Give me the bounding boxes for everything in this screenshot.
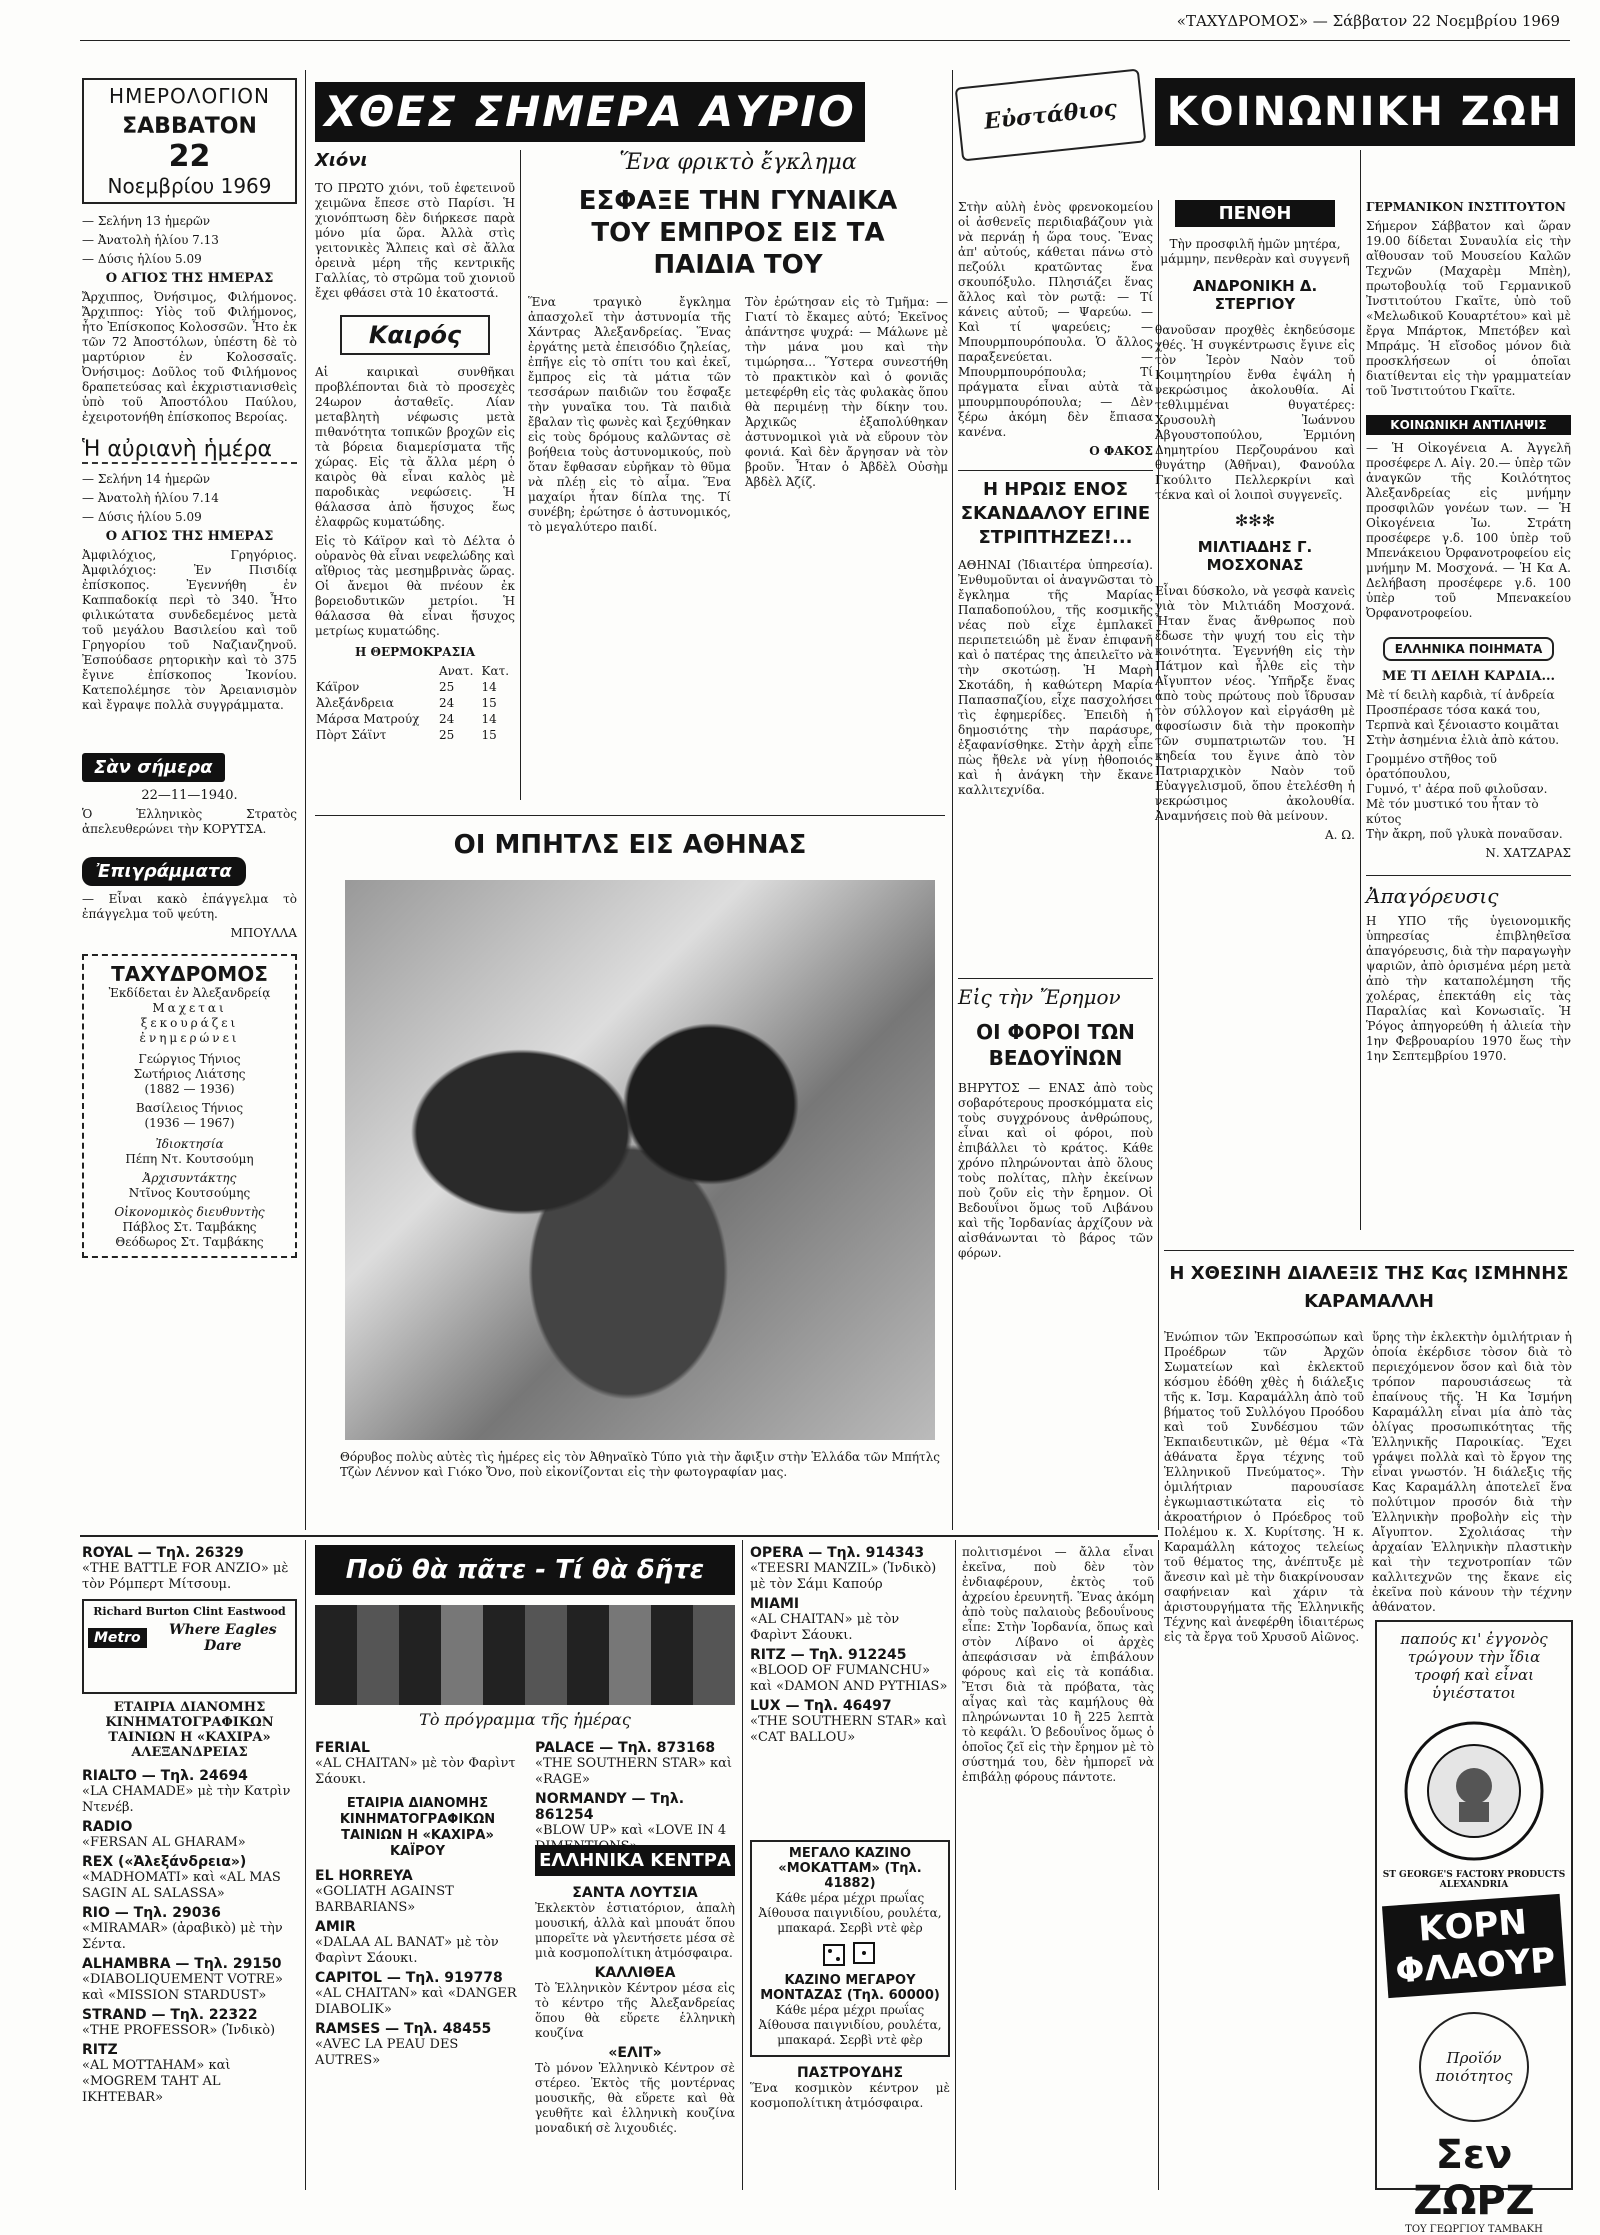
page-header: «ΤΑΧΥΔΡΟΜΟΣ» — Σάββατον 22 Νοεμβρίου 1969 — [1176, 12, 1560, 30]
film-title: «AL CHAITAN» καὶ «DANGER DIABOLIK» — [315, 1986, 517, 2017]
cinema-name: RITZ — Τηλ. 912245 — [750, 1647, 907, 1663]
today-sunset: — Δύσις ἡλίου 5.09 — [82, 252, 202, 266]
brand-logo: Εὐστάθιος — [955, 69, 1147, 162]
anniversary-text: Ὁ Ἑλληνικὸς Στρατὸς ἀπελευθερώνει τὴν ΚΟΡΥΤΣΑ. — [82, 807, 297, 836]
director-label: Οἰκονομικὸς διευθυντὴς — [114, 1205, 265, 1219]
film-title: «AL MOTTAHAM» καὶ «MOGREM TAHT AL IKHTEBAR» — [82, 2058, 231, 2105]
joke-column — [958, 200, 1153, 458]
list-item — [315, 1970, 520, 2018]
beatles-rule — [315, 815, 945, 816]
cinema-name: FERIAL — [315, 1740, 370, 1756]
xthes-column — [315, 150, 515, 850]
director-1: Θεόδωρος Στ. Ταμβάκης — [115, 1235, 264, 1249]
calendar-date: 22 — [168, 139, 211, 174]
poem-line: Τερπνὰ καὶ ξένοιαστο κοιμᾶται — [1366, 718, 1560, 732]
masthead-line-2: ξεκουράζει — [140, 1016, 239, 1030]
poem-line: Στὴν ἀσημένια ἐλιὰ ἀπὸ κάτου. — [1366, 733, 1560, 747]
ad-tagline: παπούς κι' ἐγγονὸς τρώγουν τὴν ἴδια τροφή καὶ εἶναι ὑγιέστατοι — [1400, 1630, 1548, 1702]
scandal-col-1: ΑΘΗΝΑΙ (Ἰδιαιτέρα ὑπηρεσία). Ἐνθυμοῦνται οἱ ἀναγνῶσται τὸ ἔγκλημα τῆς Μαρίας Παπαδοπούλου, τῆς κοσμικῆς νέας ποὺ εἶχε ἐμπλακεῖ περιπετειώδη μὲ ἕναν ἐπιφανῆ καὶ ὁ πατέρας της ἀπειλεῖτο νὰ τὴν σκοτώσῃ. Ἡ Μαρὴ Σκοτάδη, ἡ καθώτερη Μαρία Παπασπαζίου, εἶχε πασχολήσει τὶς ἐφημερίδες. Ἐπειδὴ ἡ δημοσιότης τὴν παράσυρε, ἐξαφανίσθηκε. Στὴν ἀρχὴ εἶπε πὼς ἤθελε νὰ γίνῃ ἠθοποιός καὶ ἡ ἀνάγκη τὴν ἔκανε καλλιτεχνίδα. — [958, 558, 1153, 797]
penthi-intro: Τὴν προσφιλῆ ἡμῶν μητέρα, μάμμην, πενθερὰν καὶ συγγενῆ — [1160, 237, 1350, 266]
film-title: «DIABOLIQUEMENT VOTRE» καὶ «MISSION STARDUST» — [82, 1972, 283, 2003]
cinema-name: ROYAL — Τηλ. 26329 — [82, 1545, 244, 1561]
erimon-rule — [958, 978, 1153, 979]
bottom-rule — [80, 1535, 1158, 1537]
distribution-line: ΑΛΕΞΑΝΔΡΕΙΑΣ — [131, 1745, 248, 1760]
temp-header-cell: Κατ. — [481, 664, 510, 678]
venue-text: Τὸ Ἑλληνικὸν Κέντρον μέσα εἰς τὸ κέντρο τῆς Ἀλεξανδρείας ὅπου θὰ εὕρετε ἑλληνικὴ κουζίνα — [535, 1981, 735, 2040]
cinema-name: NORMANDY — Τηλ. 861254 — [535, 1791, 685, 1823]
list-item — [535, 1740, 735, 1788]
venue-title: ΜΕΓΑΛΟ ΚΑΖΙΝΟ «ΜΟΚΑΤΤΑΜ» (Τηλ. 41882) — [778, 1846, 922, 1891]
column-rule-b2 — [742, 1540, 743, 2190]
quality-badge: Προϊόν ποιότητος — [1419, 2012, 1529, 2122]
cinema-list-1 — [82, 1545, 297, 1593]
crime-col-2: Τὸν ἐρώτησαν εἰς τὸ Τμῆμα: — Γιατί τὸ ἔκαμες αὐτό; Ἐκεῖνος ἀπάντησε ψυχρά: — Μάλωνε μὲ τὴν μάνα μου καὶ τὴν τιμώρησα... Ὕστερα συνεστήθη τὸ πρακτικὸν καὶ ὁ φονιᾶς μετεφέρθη εἰς τὰς φυλακὰς ὅπου θὰ περιμένῃ τὴν δίκην του. Ἀρχικῶς ἐξαπολύθηκαν ἀστυνομικοὶ γιὰ νὰ εὕρουν τὸν φονιά. Καὶ δὲν ἄργησαν νὰ τὸν βροῦν. Ἦταν ὁ Ἀβδὲλ Οὐσὴμ Ἀβδὲλ Ἀζίζ. — [745, 295, 948, 489]
seal-text: ST GEORGE'S FACTORY PRODUCTS ALEXANDRIA — [1382, 1870, 1566, 1890]
film-title: «DALAA AL BANAT» μὲ τὸν Φαρὶντ Σάουκι. — [315, 1935, 499, 1966]
distribution-line: ΚΙΝΗΜΑΤΟΓΡΑΦΙΚΩΝ — [105, 1715, 274, 1730]
list-item — [750, 1698, 950, 1746]
casino-box — [750, 1840, 950, 2057]
column-rule-5 — [1360, 150, 1361, 1230]
list-item — [315, 1868, 520, 1916]
cinema-name: RIALTO — Τηλ. 24694 — [82, 1768, 248, 1784]
apagorefsis-title: Ἀπαγόρευσις — [1366, 884, 1499, 908]
tomorrow-facts — [82, 472, 297, 525]
venue-text: Κάθε μέρα μέχρι πρωΐας Ἀίθουσα παιγνιδίου, ρουλέτα, μπακαρά. Σερβὶ ντὲ φὲρ — [758, 1891, 942, 1935]
temp-low: 15 — [481, 696, 497, 710]
tomorrow-moon: — Σελήνη 14 ἡμερῶν — [82, 472, 211, 486]
today-saint-title: Ο ΑΓΙΟΣ ΤΗΣ ΗΜΕΡΑΣ — [105, 271, 274, 286]
ad-actors: Richard Burton Clint Eastwood — [93, 1605, 286, 1618]
masthead-box — [82, 954, 297, 1258]
cinema-name: STRAND — Τηλ. 22322 — [82, 2007, 258, 2023]
social-banner: ΚΟΙΝΩΝΙΚΗ ΖΩΗ — [1155, 78, 1575, 146]
film-title: «BLOW UP» καὶ «LOVE IN 4 — [535, 1823, 727, 1838]
venue-title: ΠΑΣΤΡΟΥΔΗΣ — [796, 2065, 904, 2081]
aid-badge: ΚΟΙΝΩΝΙΚΗ ΑΝΤΙΛΗΨΙΣ — [1366, 415, 1571, 435]
list-item — [82, 2042, 297, 2106]
ad-film-title: Where Eagles Dare — [169, 1622, 277, 1654]
venue-title: ΚΑΛΛΙΘΕΑ — [594, 1965, 676, 1981]
cinema-name: AMIR — [315, 1919, 356, 1935]
poem-line: Τὴν ἄκρη, ποῦ γλυκὰ ποναῦσαν. — [1366, 827, 1563, 841]
list-item — [750, 1596, 950, 1644]
snow-text: ΤΟ ΠΡΩΤΟ χιόνι, τοῦ ἐφετεινοῦ χειμῶνα ἔπεσε στὸ Παρίσι. Ἡ χιονόπτωση δὲν διήρκεσε παρὰ μόνο μία ὥρα. Ἀλλὰ στὶς γειτονικὲς Ἄλπεις καὶ σὲ ἄλλα ὀρεινὰ μέρη τῆς κεντρικῆς Γαλλίας, τὸ στρῶμα τοῦ χιονιοῦ ἔχει φθάσει στὰ 10 ἑκατοστά. — [315, 181, 515, 300]
erimon-headline: ΟΙ ΦΟΡΟΙ ΤΩΝ ΒΕΔΟΥΪΝΩΝ — [976, 1020, 1135, 1070]
column-rule-2 — [520, 150, 521, 800]
goethe-text: Σήμερον Σάββατον καὶ ὥραν 19.00 δίδεται Συναυλία εἰς τὴν αἴθουσαν τοῦ Μουσείου Καλῶν Τεχνῶν (Μαχαρὲμ Μπὲη), πρωτοβουλίᾳ τοῦ Γερμανικοῦ Ἰνστιτούτου Γκαῖτε, ὑπὸ τοῦ «Μελωδικοῦ Κουαρτέτου» καὶ μὲ ἔργα Μπάρτοκ, Μπετόβεν καὶ Μπράμς. Ἡ εἴσοδος μόνον διὰ προσκλήσεων οἱ ὁποῖαι διατίθενται εἰς τὴν γραμματείαν τοῦ Ἰνστιτούτου Γκαῖτε. — [1366, 219, 1571, 398]
film-title: «LA CHAMADE» μὲ τὴν Κατρὶν Ντενέβ. — [82, 1784, 291, 1815]
cinema-col-4 — [750, 1545, 950, 1835]
cinema-col-1 — [82, 1545, 297, 2195]
cinema-name: OPERA — Τηλ. 914343 — [750, 1545, 925, 1561]
poem-line: Μὲ τί δειλὴ καρδιὰ, τί ἀνδρεία — [1366, 688, 1555, 702]
temp-city: Μάρσα Ματρούχ — [316, 712, 420, 726]
calendar-day: ΣΑΒΒΑΤΟΝ — [122, 114, 257, 139]
film-title: «BLOOD OF FUMANCHU» καὶ «DAMON AND PYTHIAS» — [750, 1663, 948, 1694]
cinema-name: ALHAMBRA — Τηλ. 29150 — [82, 1956, 282, 1972]
founder-0: Γεώργιος Τήνιος — [138, 1052, 241, 1066]
tomorrow-saint-text: Ἀμφιλόχιος, Γρηγόριος. Ἀμφιλόχιος: Ἐν Πισιδίᾳ ἐπίσκοπος. Ἐγεννήθη ἐν Καππαδοκίᾳ περὶ τὸ 340. Ἦτο φιλικώτατα συνδεδεμένος μετὰ τοῦ μεγάλου Βασιλείου καὶ τοῦ Γρηγορίου τοῦ Ναζιανζηνοῦ. Ἐσπούδασε ρητορικὴν καὶ τὸ 375 ἔγινε ἐπίσκοπος Ἰκονίου. Κατεπολέμησε τὸν Ἀρειανισμὸν καὶ ἔγραψε πολλὰ συγγράμματα. — [82, 548, 297, 712]
venue-title: «ΕΛΙΤ» — [608, 2045, 662, 2061]
penthi-sign: Α. Ω. — [1324, 828, 1355, 842]
cinema-col-3 — [535, 1740, 735, 1838]
calendar-month: Νοεμβρίου 1969 — [107, 174, 272, 198]
goethe-title: ΓΕΡΜΑΝΙΚΟΝ ΙΝΣΤΙΤΟΥΤΟΝ — [1366, 200, 1566, 214]
film-title: «AVEC LA PEAU DES AUTRES» — [315, 2037, 459, 2068]
editor-name: Ντῖνος Κουτσούμης — [128, 1186, 251, 1200]
owner-label: Ἰδιοκτησία — [155, 1137, 224, 1151]
list-item — [82, 2007, 297, 2039]
weather-text: Αἱ καιρικαὶ συνθῆκαι προβλέπονται διὰ τὸ προσεχὲς 24ωρον ἀσταθεῖς. Λίαν μεταβλητὴ νέφωσις μετὰ πιθανότητα τοπικῶν βροχῶν εἰς τὰ βόρεια διαμερίσματα τῆς χώρας. Εἰς τὰ ἄλλα μέρη ὁ καιρὸς θὰ εἶναι καλὸς μὲ παροδικὰς νεφώσεις. Ἡ θάλασσα ἀπὸ ἥσυχος ἕως ἐλαφρῶς κυματώδης. — [315, 365, 515, 529]
cinema-name: LUX — Τηλ. 46497 — [750, 1698, 892, 1714]
today-saint-text: Ἄρχιππος, Ὀνήσιμος, Φιλήμονος. Ἄρχιππος: Υἱὸς τοῦ Φιλήμονος, ἦτο Ἐπίσκοπος Κολοσσῶν. Ἦτο ἐκ τῶν 72 Ἀποστόλων, ὑπέστη δὲ τὸ μαρτύριον ἐν Κολοσσαῖς. Ὀνήσιμος: Δοῦλος τοῦ Φιλήμονος δραπετεύσας καὶ ἐκχριστιανισθεὶς ὑπὸ τοῦ Ἀποστόλου Παύλου, ἐχειροτονήθη ἐπίσκοπος Βεροίας. — [82, 290, 297, 424]
erimon-continuation — [962, 1545, 1154, 2195]
today-moon: — Σελήνη 13 ἡμερῶν — [82, 214, 211, 228]
film-title: «AL CHAITAN» μὲ τὸν Φαρὶντ Σάουκι. — [315, 1756, 516, 1787]
weather-text-2: Εἰς τὸ Κάϊρον καὶ τὸ Δέλτα ὁ οὐρανὸς θὰ εἶναι νεφελώδης καὶ αἴθριος τὰς μεσημβρινὰς ὥρας. Οἱ ἄνεμοι θὰ πνέουν ἐκ βορειοδυτικῶν μετρίοι. Ἡ θάλασσα θὰ εἶναι ἥσυχος μετρίως κυματώδης. — [315, 534, 515, 638]
cinema-name: PALACE — Τηλ. 873168 — [535, 1740, 716, 1756]
crime-kicker: Ἕνα φρικτὸ ἔγκλημα — [619, 150, 857, 175]
penthi-column — [1155, 200, 1355, 1200]
masthead-line-3: ἐνημερώνει — [139, 1031, 240, 1045]
ad-owner: ΤΟΥ ΓΕΩΡΓΙΟΥ ΤΑΜΒΑΚΗ — [1405, 2224, 1543, 2235]
column-rule-1 — [305, 70, 306, 1530]
cinema-col-2 — [315, 1740, 520, 2195]
snow-title: Χιόνι — [315, 150, 368, 171]
film-title: «FERSAN AL GHARAM» — [82, 1835, 246, 1850]
poem-author: Ν. ΧΑΤΖΑΡΑΣ — [1485, 846, 1571, 860]
masthead-line-1: Μαχεται — [152, 1001, 227, 1015]
scandal-story — [958, 478, 1153, 978]
crime-columns — [528, 295, 948, 539]
tomorrow-sunset: — Δύσις ἡλίου 5.09 — [82, 510, 202, 524]
cinema-list-4 — [750, 1545, 950, 1746]
temp-low: 14 — [481, 712, 497, 726]
cinema-list-3 — [535, 1740, 735, 1855]
film-title: «THE BATTLE FOR ANZIO» μὲ τὸν Ρόμπερτ Μίτσουμ. — [82, 1561, 289, 1592]
venue-title: ΣΑΝΤΑ ΛΟΥΤΣΙΑ — [572, 1885, 698, 1901]
brand-name: Σεν ΖΩΡΖ — [1413, 2132, 1535, 2224]
temperature-title: Η ΘΕΡΜΟΚΡΑΣΙΑ — [354, 645, 476, 659]
list-item — [315, 2021, 520, 2069]
erimon-story — [958, 985, 1153, 1530]
temp-high: 25 — [438, 680, 455, 694]
today-facts — [82, 214, 297, 267]
masthead-line-0: Ἐκδίδεται ἐν Ἀλεξανδρείᾳ — [108, 986, 271, 1000]
founder-3: Βασίλειος Τήνιος — [135, 1101, 244, 1115]
header-rule — [80, 40, 1570, 41]
separator-stars: ✻✻✻ — [1234, 511, 1276, 530]
beatles-photo — [345, 880, 935, 1440]
temp-header-cell — [315, 663, 438, 679]
column-rule-b1 — [305, 1540, 306, 2190]
calendar-title: ΗΜΕΡΟΛΟΓΙΟΝ — [109, 84, 270, 108]
cinema-name: RITZ — [82, 2042, 118, 2058]
list-item — [315, 1796, 520, 1860]
dice-icon — [820, 1939, 880, 1969]
epigram-author: ΜΠΟΥΛΛΑ — [230, 926, 297, 940]
apagorefsis-text: Η ΥΠΟ τῆς ὑγειονομικῆς ὑπηρεσίας ἐπιβληθεῖσα ἀπαγόρευσις, διὰ τὴν παραγωγὴν ψαριῶν, ἀπὸ ὁρισμένα μέρη μετὰ ἀπὸ τὴν καταπολέμηση τῆς χολέρας, ἐπεκτάθη εἰς τὰς Παραλίας καὶ Κονωσιαῖς. Ἡ Ῥόγος ἀπηγορεύθη ἡ ἀλιεία τὴν 1ην Φεβρουαρίου 1970 ἕως τὴν 1ην Σεπτεμβρίου 1970. — [1366, 914, 1571, 1063]
table-row — [315, 711, 515, 727]
venue-title: ΚΑΖΙΝΟ ΜΕΓΑΡΟΥ ΜΟΝΤΑΖΑΣ (Τηλ. 60000) — [760, 1973, 940, 2003]
deceased-name-1: ΑΝΔΡΟΝΙΚΗ Δ. ΣΤΕΡΓΙΟΥ — [1192, 277, 1318, 313]
factory-seal-icon — [1399, 1716, 1549, 1866]
lecture-rule — [1164, 1250, 1574, 1251]
temp-header-cell: Ανατ. — [438, 664, 474, 678]
founder-1: Σωτήριος Λιάτσης — [133, 1067, 246, 1081]
list-item — [82, 1768, 297, 1816]
list-item — [82, 1545, 297, 1593]
apagorefsis-section — [1366, 875, 1571, 1064]
cinema-list-1b — [82, 1768, 297, 2106]
poem-line: Προσπέρασε τόσα κακά του, — [1366, 703, 1541, 717]
venue-text: Ἐκλεκτὸν ἑστιατόριον, ἀπαλὴ μουσική, ἀλλὰ καὶ μπουάτ ὅπου μπορεῖτε νὰ γλεντήσετε μέσα σὲ μιὰ κοσμοπολίτικη ἀτμόσφαιρα. — [535, 1901, 735, 1960]
distribution-line: ΤΑΙΝΙΩΝ Η «ΚΑΧΙΡΑ» — [108, 1730, 271, 1745]
venue-text: Τὸ μόνον Ἑλληνικὸ Κέντρον σὲ στέρεο. Ἐκτὸς τῆς μοντέρνας μουσικῆς, θὰ εὕρετε καὶ θὰ γευθῆτε καὶ ἑλληνικὴ κουζίνα μοναδική σὲ λιχουδιές. — [535, 2061, 735, 2135]
temp-city: Κάϊρον — [316, 680, 360, 694]
ad-top — [958, 78, 1143, 208]
temp-high: 25 — [438, 728, 455, 742]
joke-text: Στὴν αὐλὴ ἑνὸς φρενοκομείου οἱ ἀσθενεῖς περιδιαβάζουν γιὰ νὰ περνάῃ ἡ ὥρα τους. Ἕνας ἀπ' αὐτούς, κάθεται πάνω στὸ πεζούλι κρατῶντας ἕνα σκουπόξυλο. Πλησιάζει ἕνας ἄλλος καὶ τὸν ρωτᾷ: — Τί κάνεις αὐτοῦ; — Ψαρεύω. — Καὶ τί ψαρεύεις; — Μπουρμπουρόπουλα. Ὁ ἄλλος παραξενεύεται. — Μπουρμπουρόπουλα; Τί πράγματα εἶναι αὐτὰ τὰ μπουρμπουρόπουλα; — Δὲν ξέρω ἀκόμη δὲν ἔπιασα κανένα. — [958, 200, 1153, 439]
cinema-name: RIO — Τηλ. 29036 — [82, 1905, 221, 1921]
temp-high: 24 — [438, 696, 455, 710]
list-item — [82, 1905, 297, 1953]
lecture-headline: Η ΧΘΕΣΙΝΗ ΔΙΑΛΕΞΙΣ ΤΗΣ Κας ΙΣΜΗΝΗΣ ΚΑΡΑΜΑΛΛΗ — [1169, 1263, 1569, 1312]
calendar-column — [82, 78, 297, 1598]
film-title: «THE SOUTHERN STAR» καὶ «CAT BALLOU» — [750, 1714, 948, 1745]
tomorrow-sunrise: — Ἀνατολὴ ἡλίου 7.14 — [82, 491, 219, 505]
list-item — [82, 1819, 297, 1851]
list-item — [82, 1854, 297, 1902]
film-title: «MADHOMATI» καὶ «AL MAS SAGIN AL SALASSA» — [82, 1870, 281, 1901]
director-0: Πάβλος Στ. Ταμβάκης — [122, 1220, 257, 1234]
poems-section — [1366, 637, 1571, 861]
lecture-col-1: Ἐνώπιον τῶν Ἐκπροσώπων καὶ Προέδρων τῶν Ἀρχῶν Σωματείων καὶ ἐκλεκτοῦ κόσμου ἐδόθη χθὲς ἡ διάλεξις τῆς κ. Ἰσμ. Καραμάλλη ἀπὸ τοῦ βήματος τοῦ Συλλόγου Προόδου καὶ τοῦ Συνδέσμου τῶν Ἐκπαιδευτικῶν, μὲ θέμα «Τὰ ἀθάνατα ἔργα τέχνης τοῦ Ἑλληνικοῦ Πνεύματος». Τὴν ὁμιλήτριαν παρουσίασε ἐγκωμιαστικώτατα εἰς τὸ ἀκροατήριον ὁ Πρόεδρος τοῦ Πολέμου κ. Χ. Κυρίτσης. Ἡ κ. Καραμάλλη κάτοχος τελείως τοῦ θέματος της, ἀνέπτυξε μὲ ἄνεσιν καὶ μὲ τὴν διακρίνουσαν σαφήνειαν καὶ χάριν τὰ ἀριστουργήματα τῆς Ἑλληνικῆς Τέχνης καὶ ἀνεφέρθη ἰδιαιτέρως εἰς τὰ ἔργα τοῦ Χρυσοῦ Αἰῶνος. — [1164, 1330, 1364, 1644]
calendar-box — [82, 78, 297, 204]
anniversary-date: 22—11—1940. — [141, 788, 238, 803]
crime-headline: ΕΣΦΑΞΕ ΤΗΝ ΓΥΝΑΙΚΑ ΤΟΥ ΕΜΠΡΟΣ ΕΙΣ ΤΑ ΠΑΙΔΙΑ ΤΟΥ — [578, 186, 898, 280]
poem-title: ΜΕ ΤΙ ΔΕΙΛΗ ΚΑΡΔΙΑ... — [1381, 669, 1556, 684]
scandal-rule — [958, 470, 1153, 471]
editor-label: Ἀρχισυντάκτης — [142, 1171, 237, 1185]
cinema-name: EL HORREYA — [315, 1868, 413, 1884]
temp-city: Ἀλεξάνδρεια — [316, 696, 394, 710]
list-item — [750, 1545, 950, 1593]
column-rule-3 — [952, 70, 953, 1530]
tomorrow-saint-title: Ο ΑΓΙΟΣ ΤΗΣ ΗΜΕΡΑΣ — [105, 529, 274, 544]
social-right-column — [1366, 200, 1571, 1250]
film-title: «GOLIATH AGAINST BARBARIANS» — [315, 1884, 454, 1915]
list-item — [315, 1740, 520, 1788]
temp-high: 24 — [438, 712, 455, 726]
erimon-kicker: Εἰς τὴν Ἔρημον — [958, 985, 1121, 1009]
today-sunrise: — Ἀνατολὴ ἡλίου 7.13 — [82, 233, 219, 247]
erimon-col-2: πολιτισμένοι — ἄλλα εἶναι ἐκεῖνα, ποὺ δὲν τὸν ἐνδιαφέρουν, ἐκτὸς τοῦ ἀχρείου ἐρευνητῆ. Ἕνας ἀκόμη ἀπὸ τοὺς παλαιοὺς βεδουΐνους εἶπε: Στὴν Ἰορδανία, ὅπως καὶ στὸν Λίβανο οἱ ἀρχὲς ἀπεφάσισαν νὰ ἐπιβάλουν φόρους καὶ εἰς τὰ κοπάδια. Ἔτσι διὰ τὰ πρόβατα, τὰς αἶγας καὶ τὰς καμήλους θὰ πληρώνωνται 10 ἢ 225 λεπτὰ τὸ κεφάλι. Ὁ βεδουΐνος ὅμως ὁ ὁποῖος ζεῖ εἰς τὴν ἔρημον μὲ τὸ σύστημά του, δὲν ἠμπορεῖ νὰ ἐπιβάλῃ φόρους πάντοτε. — [962, 1545, 1154, 1784]
scandal-headline: Η ΗΡΩΙΣ ΕΝΟΣ ΣΚΑΝΔΑΛΟΥ ΕΓΙΝΕ ΣΤΡΙΠΤΗΖΕΖ!... — [960, 479, 1151, 548]
crime-story — [528, 150, 948, 810]
erimon-col-1: ΒΗΡΥΤΟΣ — ΕΝΑΣ ἀπὸ τοὺς σοβαρότερους προσκόμματα εἰς τοὺς συγχρόνους ἀνθρώπους, εἶναι καὶ οἱ φόροι, ποὺ ἐπιβάλλει τὸ κράτος. Κάθε χρόνο πληρώνονται ἀπὸ ὅλους τοὺς πολίτας, πλὴν ἐκείνων ποὺ ζοῦν εἰς τὴν ἔρημον. Οἱ Βεδουΐνοι ὅμως τοῦ Λιβάνου καὶ τῆς Ἰορδανίας ἀρχίζουν νὰ αἰσθάνωνται τὸ βάρος τῶν φόρων. — [958, 1081, 1153, 1260]
penthi-text-1: θανοῦσαν προχθὲς ἐκηδεύσομε χθές. Ἡ συγκέντρωσις ἔγινε εἰς τὸν Ἱερὸν Ναὸν τοῦ Κοιμητηρίου ἔνθα ἐψάλη ἡ νεκρώσιμος ἀκολουθία. Αἱ τεθλιμμέναι θυγατέρες: Χρυσουλὴ Ἰωάννου Ἀβγουστοπούλου, Ἐρμιόνη Δημητρίου Περζουράνου καὶ θυγάτηρ (Ἀθῆναι), Φανούλα Γκούλιτο Πελλερκρίνι καὶ τέκνα καὶ οἱ λοιποὶ συγγενεῖς. — [1155, 323, 1355, 502]
poem-line: Γρομμένο στῆθος τοῦ ὁρατόπουλου, — [1366, 752, 1497, 781]
distribution-box — [82, 1700, 297, 1760]
temperature-header-row — [315, 663, 515, 679]
film-title: «MIRAMAR» (ἀραβικὸ) μὲ τὴν Σέντα. — [82, 1921, 283, 1952]
aid-text: — Ἡ Οἰκογένεια Α. Ἀγγελῆ προσέφερε Λ. Αἰγ. 20.— ὑπὲρ τῶν ἀναγκῶν τῆς Κοιλότητος Ἀλεξανδρείας εἰς μνήμην προσφιλῶν γονέων των. — Ἡ Οἰκογένεια Ἰω. Στράτη προσέφερε γ.δ. 100 ὑπὲρ τοῦ Μπενάκειου Ὀρφανοτροφείου εἰς μνήμην Μ. Μοσχονά. — Ἡ Κα Α. Δελήβαση προσέφερε γ.δ. 100 ὑπὲρ τοῦ Μπενακείου Ὀρφανοτροφείου. — [1366, 441, 1571, 620]
deceased-name-2: ΜΙΛΤΙΑΔΗΣ Γ. ΜΟΣΧΟΝΑΣ — [1197, 538, 1313, 574]
beatles-caption: Θόρυβος πολὺς αὐτὲς τὶς ἡμέρες εἰς τὸν Ἀθηναϊκὸ Τύπο γιὰ τὴν ἄφιξιν στὴν Ἑλλάδα τῶν Μπήτλς Τζὼν Λέννον καὶ Γιόκο Ὄνο, ποὺ εἰκονίζονται εἰς τὴν φωτογραφίαν μας. — [340, 1450, 940, 1479]
penthi-text-2: Εἶναι δύσκολο, νὰ γεσφὰ κανεὶς γιὰ τὸν Μιλτιάδη Μοσχονά. Ἦταν ἕνας ἄνθρωπος ποὺ ἔδωσε τὴν ψυχή του εἰς τὴν κοινότητα. Ἐγεννήθη εἰς τὴν Πάτμον καὶ ἦλθε εἰς τὴν Αἴγυπτον νέος. Ὑπῆρξε ἕνας ἀπὸ τοὺς πρώτους ποὺ ἵδρυσαν τὸν σύλλογον καὶ εἰργάσθη μὲ ἀφοσίωσιν διὰ τὴν προκοπὴν τῶν συμπατριωτῶν του. Ἡ κηδεία του ἔγινε ἀπὸ τὸν Πατριαρχικὸν Ναὸν τοῦ Εὐαγγελισμοῦ, ὅπου ἐτελέσθη ἡ νεκρώσιμος ἀκολουθία. Ἀναμνήσεις ποὺ θὰ μείνουν. — [1155, 584, 1355, 823]
lecture-col-1-wrap — [1164, 1330, 1364, 2190]
cinema-name: REX («Ἀλεξάνδρεια») — [82, 1854, 247, 1870]
joke-signature: Ο ΦΑΚΟΣ — [1089, 444, 1153, 458]
greek-venues-banner: ΕΛΛΗΝΙΚΑ ΚΕΝΤΡΑ — [535, 1845, 735, 1876]
column-rule-b4 — [1158, 1540, 1159, 2190]
founder-2: (1882 — 1936) — [144, 1082, 235, 1096]
table-row — [315, 695, 515, 711]
film-title: «THE SOUTHERN STAR» καὶ «RAGE» — [535, 1756, 733, 1787]
venues-col-right — [750, 1840, 950, 2195]
table-row — [315, 679, 515, 695]
cinema-name: RAMSES — Τηλ. 48455 — [315, 2021, 492, 2037]
beatles-headline: ΟΙ ΜΠΗΤΛΣ ΕΙΣ ΑΘΗΝΑΣ — [453, 830, 807, 860]
cinema-name: RADIO — [82, 1819, 133, 1835]
xthes-banner: ΧΘΕΣ ΣΗΜΕΡΑ ΑΥΡΙΟ — [315, 82, 865, 142]
distribution-line: ΕΤΑΙΡΙΑ ΔΙΑΝΟΜΗΣ — [113, 1700, 266, 1715]
studio-logo: Metro — [88, 1628, 147, 1648]
anniversary-badge: Σὰν σήμερα — [82, 753, 225, 782]
lecture-col-2-wrap — [1372, 1330, 1572, 1614]
list-item — [750, 1647, 950, 1695]
poems-badge: ΕΛΛΗΝΙΚΑ ΠΟΙΗΜΑΤΑ — [1383, 637, 1555, 661]
column-rule-b3 — [955, 1540, 956, 2190]
masthead-title: ΤΑΧΥΔΡΟΜΟΣ — [111, 962, 268, 986]
corn-flour-ad — [1375, 1620, 1573, 2235]
temp-low: 15 — [481, 728, 497, 742]
where-to-go-banner: Ποῦ θὰ πᾶτε - Τί θὰ δῆτε — [315, 1545, 735, 1595]
temperature-table — [315, 663, 515, 743]
lecture-col-2: ὕρης τὴν ἐκλεκτὴν ὁμιλήτριαν ἡ ὁποία ἐκέρδισε τὸσον διὰ τὸ περιεχόμενον ὅσον καὶ διὰ τὸν τρόπον παρουσιάσεως τὰ ἐπαίνους τῆς. Ἡ Κα Ἰσμήνη Καραμάλλη εἶναι μία ἀπὸ τὰς ὀλίγας προσωπικότητας τῆς Ἑλληνικῆς Παροικίας. Ἔχει γράψει πολλὰ καὶ τὸ ἔργον της εἶναι γνωστόν. Ἡ διάλεξις τῆς Κας Καραμάλλη ἀποτελεῖ ἕνα πολύτιμον προσόν διὰ τὴν Ἑλληνικὴν προβολὴν εἰς τὴν Αἴγυπτον. Σχολιάσας τὴν ἀρχαίαν Ἑλληνικὴν πλαστικὴν καὶ τὴν τεχνοτροπίαν τῶν καλλιτεχνῶν της ἔκανε εἰς ἐκεῖνα ποὺ κάνουν τὴν τέχνην ἀθάνατον. — [1372, 1330, 1572, 1614]
program-subtitle: Τὸ πρόγραμμα τῆς ἡμέρας — [419, 1710, 631, 1729]
film-title: «TEESRI MANZIL» (Ἰνδικὸ) μὲ τὸν Σάμι Καπούρ — [750, 1561, 937, 1592]
film-title: «THE PROFESSOR» (Ἰνδικὸ) — [82, 2023, 276, 2038]
cinema-list-2 — [315, 1740, 520, 2069]
penthi-title: ΠΕΝΘΗ — [1175, 200, 1335, 227]
venues-col-left — [535, 1885, 735, 2195]
tomorrow-title: Ἡ αὐριανὴ ἡμέρα — [82, 437, 297, 464]
epigram-text: — Εἶναι κακὸ ἐπάγγελμα τὸ ἐπάγγελμα τοῦ ψεύτη. — [82, 892, 297, 921]
list-item — [315, 1919, 520, 1967]
film-title: «AL CHAITAN» μὲ τὸν Φαρὶντ Σάουκι. — [750, 1612, 900, 1643]
venue-text: Ἕνα κοσμικὸν κέντρον μὲ κοσμοπολίτικη ἀτμόσφαιρα. — [750, 2081, 950, 2110]
founder-4: (1936 — 1967) — [144, 1116, 235, 1130]
poem-line: Γυμνό, τ' ἀέρα ποῦ φιλοῦσαν. — [1366, 782, 1548, 796]
film-strip-graphic — [315, 1605, 735, 1705]
cinema-name: MIAMI — [750, 1596, 800, 1612]
temp-city: Πὸρτ Σάϊντ — [316, 728, 387, 742]
owner-name: Πέπη Ντ. Κουτσούμη — [125, 1152, 254, 1166]
temp-low: 14 — [481, 680, 497, 694]
list-item — [82, 1956, 297, 2004]
poem-line: Μὲ τόν μυστικό του ἦταν τὸ κύτος — [1366, 797, 1539, 826]
distributor-name: ΕΤΑΙΡΙΑ ΔΙΑΝΟΜΗΣ ΚΙΝΗΜΑΤΟΓΡΑΦΙΚΩΝ ΤΑΙΝΙΩΝ Η «ΚΑΧΙΡΑ» ΚΑΪΡΟΥ — [339, 1796, 496, 1859]
crime-col-1: Ἕνα τραγικὸ ἔγκλημα ἀπασχολεῖ τὴν ἀστυνομία τῆς Χάντρας Ἀλεξανδρείας. Ἕνας ἐργάτης μετὰ ἐπεισόδιο ζηλείας, ἐπῆγε εἰς τὸ σπίτι του καὶ ἐκεῖ, ἔμπρος εἰς τὰ μάτια τῶν τεσσάρων παιδιῶν του ἔσφαξε τὴν γυναῖκα του. Τὰ παιδιὰ ἔβαλαν τὶς φωνὲς καὶ ξεχύθηκαν εἰς τοὺς δρόμους καλῶντας σὲ βοήθεια τοὺς ἀστυνομικούς, ποὺ ὅταν ἔφθασαν εὑρῆκαν τὸ θῦμα νὰ πλέῃ εἰς τὸ αἷμα. Ἕνα μαχαίρι ἦταν δίπλα της. Τί συνέβη; ἐρώτησε ὁ ἀστυνομικός, τὸ μεγαλύτερο παιδί. — [528, 295, 731, 534]
cinema-name: CAPITOL — Τηλ. 919778 — [315, 1970, 503, 1986]
venue-text: Κάθε μέρα μέχρι πρωΐας Ἀίθουσα παιγνιδίου, ρουλέτα, μπακαρά. Σερβὶ ντὲ φὲρ — [758, 2003, 942, 2047]
product-name: ΚΟΡΝ ΦΛΑΟΥΡ — [1382, 1894, 1566, 1998]
eagles-film-ad — [82, 1599, 297, 1694]
weather-badge: Καιρός — [340, 315, 490, 355]
table-row — [315, 727, 515, 743]
epigram-badge: Ἐπιγράμματα — [82, 857, 246, 886]
